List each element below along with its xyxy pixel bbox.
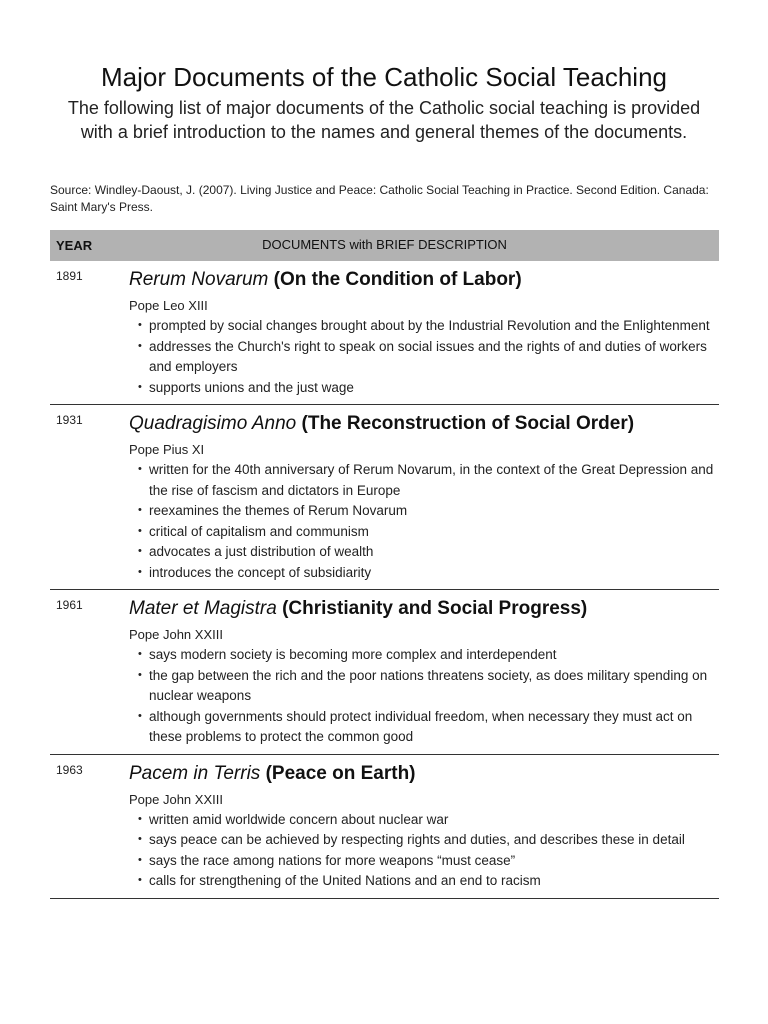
document-latin-name: Rerum Novarum [129,269,269,290]
list-item [138,810,719,831]
row-description [129,261,719,404]
list-item-text: introduces the concept of subsidiarity [149,564,372,580]
document-title [129,411,719,437]
table-row [50,590,719,755]
list-item [138,542,719,563]
list-item [138,830,719,851]
table-row [50,405,719,590]
list-item [138,666,719,707]
list-item-text: written for the 40th anniversary of Rerum Novarum, in the context of the Great Depression and the rise of fascism and dictators in Europe [149,462,714,498]
bullet-icon: • [138,668,142,681]
list-item [138,563,719,584]
list-item [138,316,719,337]
bullet-icon: • [138,380,142,393]
list-item [138,871,719,892]
theme-list [129,645,719,748]
list-item-text: critical of capitalism and communism [149,523,369,539]
theme-list [129,316,719,398]
row-year: 1961 [56,598,83,612]
list-item [138,851,719,872]
list-item-text: says peace can be achieved by respecting rights and duties, and describes these in detail [149,832,685,847]
document-title [129,267,719,293]
table-header [50,230,719,261]
bullet-icon: • [138,504,142,516]
theme-list [129,810,719,892]
row-year: 1931 [56,413,83,427]
bullet-icon: • [138,874,142,886]
list-item-text: although governments should protect individual freedom, when necessary they must act on these problems to protect the common good [149,708,693,744]
bullet-icon: • [138,853,142,866]
pope-name: Pope John XXIII [129,791,223,807]
bullet-icon: • [138,565,142,578]
bullet-icon: • [138,545,142,557]
list-item-text: prompted by social changes brought about by the Industrial Revolution and the Enlightenment [149,318,710,333]
document-title [129,596,719,622]
document-latin-name: Pacem in Terris [129,762,261,784]
theme-list [129,460,719,583]
bullet-icon: • [138,524,142,537]
bullet-icon: • [138,833,142,845]
intro-paragraph: The following list of major documents of the Catholic social teaching is provided with a brief introduction to the names and general themes of the documents. [67,98,701,142]
row-description [129,755,719,898]
table-body [50,261,719,899]
list-item-text: says modern society is becoming more complex and interdependent [149,647,557,662]
source-citation: Source: Windley-Daoust, J. (2007). Living Justice and Peace: Catholic Social Teaching in Practice. Second Edition. Canada: Saint Mary's Press. [50,183,709,214]
list-item-text: calls for strengthening of the United Nations and an end to racism [149,873,541,888]
list-item [138,522,719,543]
row-description [129,405,719,589]
list-item-text: addresses the Church's right to speak on social issues and the rights of and duties of workers and employers [149,338,707,374]
documents-column-header: DOCUMENTS with BRIEF DESCRIPTION [262,237,507,252]
table-row [50,755,719,899]
pope-name: Pope John XXIII [129,627,223,642]
list-item-text: written amid worldwide concern about nuclear war [149,811,449,827]
bullet-icon: • [138,319,142,331]
documents-table [50,230,719,899]
page-title: Major Documents of the Catholic Social Teaching [100,62,668,92]
bullet-icon: • [138,812,142,825]
list-item-text: advocates a just distribution of wealth [149,544,374,559]
row-year: 1963 [56,762,83,777]
pope-name: Pope Leo XIII [129,298,208,313]
year-column-header: YEAR [56,238,93,253]
document-latin-name: Mater et Magistra [129,598,277,619]
list-item-text: the gap between the rich and the poor nations threatens society, as does military spending on nuclear weapons [149,667,708,703]
document-latin-name: Quadragisimo Anno [129,413,297,434]
bullet-icon: • [138,339,142,352]
bullet-icon: • [138,709,142,722]
list-item [138,501,719,522]
document-title [129,761,719,787]
row-description [129,590,719,754]
table-row [50,261,719,405]
document-english-name: (Peace on Earth) [265,762,416,784]
list-item [138,707,719,748]
list-item-text: says the race among nations for more weapons “must cease” [149,852,516,868]
row-year: 1891 [56,269,83,283]
list-item [138,378,719,399]
document-english-name: (On the Condition of Labor) [273,269,522,290]
list-item-text: supports unions and the just wage [149,379,354,395]
pope-name: Pope Pius XI [129,442,205,457]
list-item [138,337,719,378]
document-english-name: (Christianity and Social Progress) [282,598,588,619]
list-item [138,645,719,666]
bullet-icon: • [138,648,142,660]
list-item [138,460,719,501]
list-item-text: reexamines the themes of Rerum Novarum [149,503,408,518]
document-english-name: (The Reconstruction of Social Order) [301,413,635,434]
bullet-icon: • [138,463,142,475]
